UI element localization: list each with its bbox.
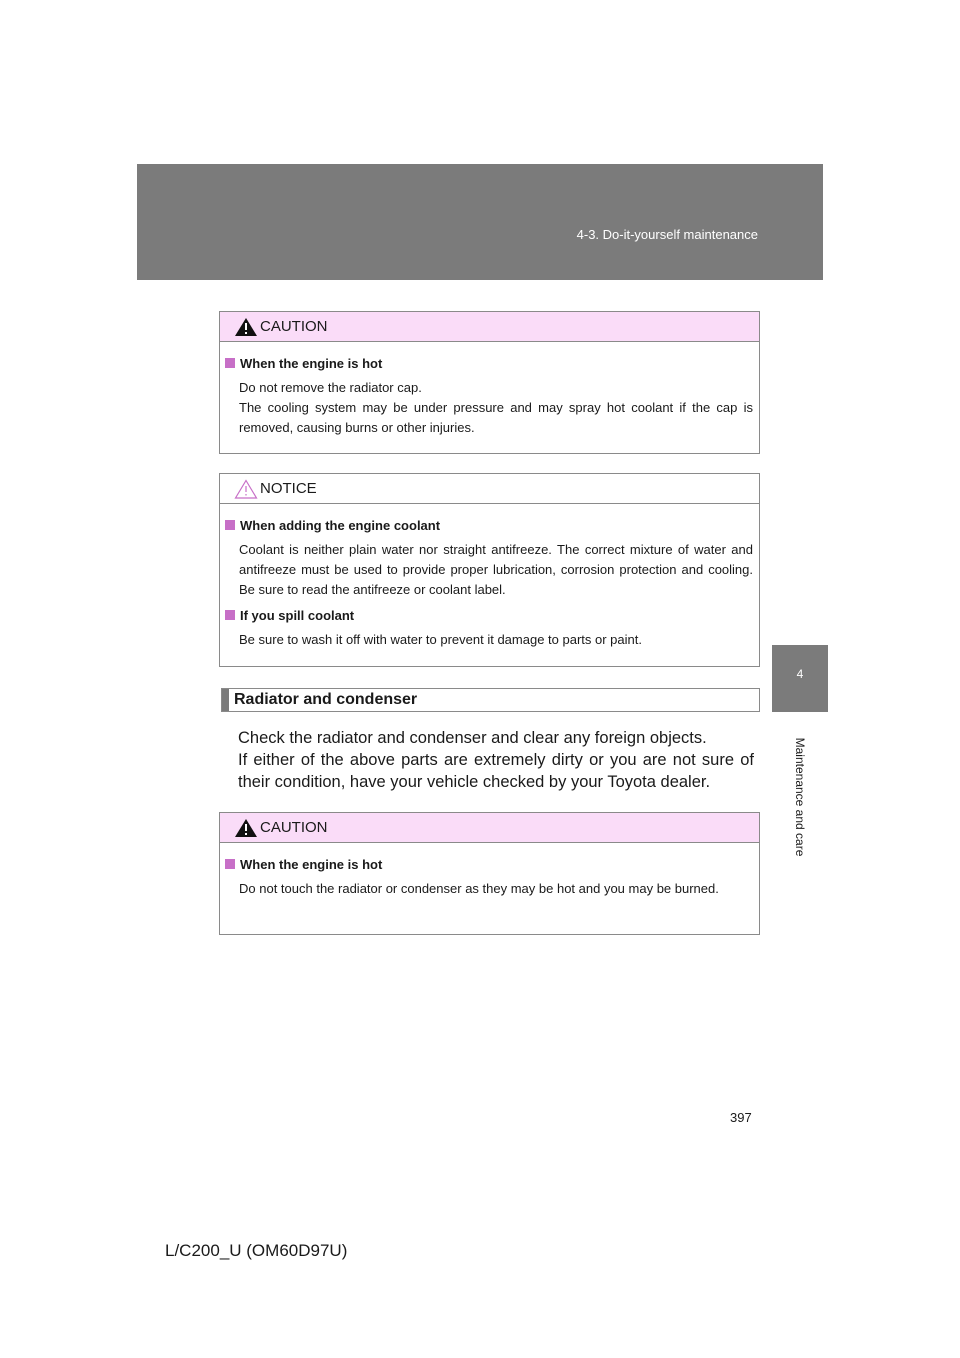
section-text-2: If either of the above parts are extremely dirty or you are not sure of their condition, have your vehicle checked by your Toyota dealer. (238, 751, 754, 791)
caution-line-1: Do not remove the radiator cap. (239, 380, 422, 395)
page-number: 397 (730, 1110, 752, 1125)
caution-header-2 (220, 813, 759, 843)
caution-title: CAUTION (260, 318, 328, 335)
notice-text-1: Coolant is neither plain water nor straight antifreeze. The correct mixture of water and antifreeze must be used to provide proper lubrication, corrosion protection and cooling. Be sure to read the antifreeze or coolant label. (239, 542, 753, 597)
notice-header (220, 474, 759, 504)
caution-body (220, 342, 759, 452)
caution-body-2 (220, 843, 759, 913)
caution-heading-text: When the engine is hot (240, 356, 383, 371)
section-title: Radiator and condenser (234, 691, 418, 708)
chapter-number: 4 (796, 667, 804, 681)
warning-icon (234, 317, 258, 337)
notice-text-2: Be sure to wash it off with water to prevent it damage to parts or paint. (239, 632, 642, 647)
notice-heading-1-text: When adding the engine coolant (240, 518, 441, 533)
caution-box-1 (219, 311, 760, 454)
section-body (238, 727, 754, 793)
square-bullet-icon (225, 610, 235, 620)
caution-heading-2 (225, 855, 753, 875)
section-accent (222, 689, 229, 711)
notice-heading-1 (225, 516, 753, 536)
chapter-label: Maintenance and care (793, 737, 807, 857)
section-text-1: Check the radiator and condenser and clear any foreign objects. (238, 729, 707, 747)
square-bullet-icon (225, 859, 235, 869)
notice-heading-2-text: If you spill coolant (240, 608, 355, 623)
section-header-title: 4-3. Do-it-yourself maintenance (576, 227, 758, 242)
caution-text-2: Do not touch the radiator or condenser as they may be hot and you may be burned. (239, 881, 719, 896)
warning-icon (234, 818, 258, 838)
caution-title-2: CAUTION (260, 819, 328, 836)
notice-box (219, 473, 760, 667)
notice-heading-2 (225, 606, 753, 626)
caution-line-2: The cooling system may be under pressure and may spray hot coolant if the cap is removed, causing burns or other injuries. (239, 400, 753, 435)
square-bullet-icon (225, 520, 235, 530)
notice-warning-icon (234, 479, 258, 499)
section-heading-bar (221, 688, 760, 712)
notice-body (220, 504, 759, 664)
caution-heading-2-text: When the engine is hot (240, 857, 383, 872)
caution-box-2 (219, 812, 760, 935)
header-band (137, 164, 823, 280)
square-bullet-icon (225, 358, 235, 368)
caution-heading (225, 354, 753, 374)
notice-title: NOTICE (260, 480, 317, 497)
document-code: L/C200_U (OM60D97U) (165, 1241, 348, 1260)
caution-header (220, 312, 759, 342)
chapter-tab (772, 645, 828, 712)
